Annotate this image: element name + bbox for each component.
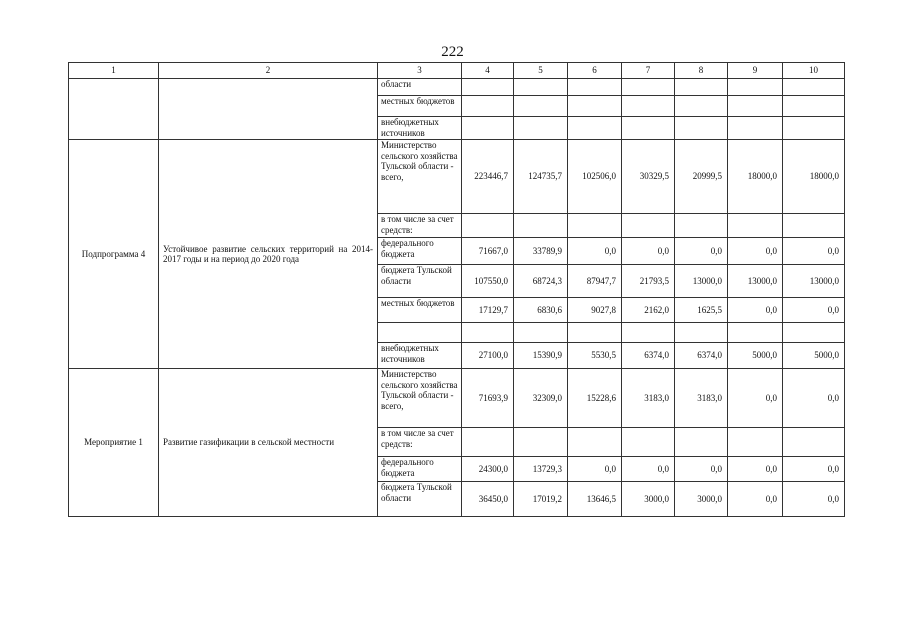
amount-cell: 3000,0	[675, 482, 728, 517]
amount-cell	[675, 214, 728, 238]
amount-cell: 2162,0	[622, 298, 675, 323]
amount-cell	[462, 79, 514, 96]
amount-cell: 33789,9	[514, 238, 568, 265]
amount-cell	[783, 79, 845, 96]
amount-cell: 27100,0	[462, 343, 514, 369]
amount-cell: 13000,0	[675, 265, 728, 298]
amount-cell: 17129,7	[462, 298, 514, 323]
amount-cell	[675, 79, 728, 96]
amount-cell: 21793,5	[622, 265, 675, 298]
header-cell: 2	[159, 63, 378, 79]
funding-source-cell: бюджета Тульской области	[378, 482, 462, 517]
amount-cell: 71693,9	[462, 369, 514, 428]
amount-cell	[622, 117, 675, 140]
amount-cell	[675, 428, 728, 457]
amount-cell	[568, 117, 622, 140]
table-row	[69, 79, 845, 96]
amount-cell: 3000,0	[622, 482, 675, 517]
amount-cell	[728, 214, 783, 238]
header-cell: 9	[728, 63, 783, 79]
amount-cell: 5000,0	[783, 343, 845, 369]
amount-cell	[728, 79, 783, 96]
amount-cell: 6830,6	[514, 298, 568, 323]
amount-cell	[622, 214, 675, 238]
amount-cell	[622, 96, 675, 117]
amount-cell	[568, 96, 622, 117]
funding-source-cell: федерального бюджета	[378, 238, 462, 265]
page-number: 222	[441, 44, 464, 60]
amount-cell: 15390,9	[514, 343, 568, 369]
amount-cell: 124735,7	[514, 140, 568, 214]
amount-cell: 223446,7	[462, 140, 514, 214]
amount-cell	[568, 323, 622, 343]
amount-cell: 13000,0	[783, 265, 845, 298]
amount-cell: 87947,7	[568, 265, 622, 298]
amount-cell: 17019,2	[514, 482, 568, 517]
amount-cell: 0,0	[675, 457, 728, 482]
amount-cell: 102506,0	[568, 140, 622, 214]
funding-source-cell: внебюджетных источников	[378, 343, 462, 369]
table-row	[69, 140, 845, 214]
funding-source-cell: Министерство сельского хозяйства Тульской области - всего,	[378, 369, 462, 428]
funding-source-cell: области	[378, 79, 462, 96]
amount-cell: 0,0	[622, 238, 675, 265]
header-row	[69, 63, 845, 79]
amount-cell	[728, 117, 783, 140]
amount-cell	[568, 79, 622, 96]
funding-source-cell: в том числе за счет средств:	[378, 214, 462, 238]
amount-cell: 36450,0	[462, 482, 514, 517]
amount-cell: 0,0	[728, 238, 783, 265]
amount-cell	[675, 117, 728, 140]
amount-cell	[462, 428, 514, 457]
amount-cell: 13000,0	[728, 265, 783, 298]
amount-cell: 9027,8	[568, 298, 622, 323]
program-description-cell: Развитие газификации в сельской местности	[159, 369, 378, 517]
amount-cell: 0,0	[783, 298, 845, 323]
amount-cell: 24300,0	[462, 457, 514, 482]
amount-cell	[675, 96, 728, 117]
program-description-cell: Устойчивое развитие сельских территорий на 2014-2017 годы и на период до 2020 года	[159, 140, 378, 369]
amount-cell: 18000,0	[728, 140, 783, 214]
amount-cell: 0,0	[622, 457, 675, 482]
amount-cell: 0,0	[568, 238, 622, 265]
amount-cell	[462, 96, 514, 117]
amount-cell: 0,0	[728, 298, 783, 323]
header-cell: 4	[462, 63, 514, 79]
amount-cell	[783, 96, 845, 117]
amount-cell: 0,0	[568, 457, 622, 482]
amount-cell: 30329,5	[622, 140, 675, 214]
funding-source-cell: федерального бюджета	[378, 457, 462, 482]
amount-cell: 5000,0	[728, 343, 783, 369]
program-name-cell	[69, 79, 159, 140]
amount-cell: 20999,5	[675, 140, 728, 214]
amount-cell	[783, 428, 845, 457]
funding-source-cell: в том числе за счет средств:	[378, 428, 462, 457]
amount-cell	[568, 214, 622, 238]
amount-cell	[514, 96, 568, 117]
amount-cell: 0,0	[783, 457, 845, 482]
amount-cell	[728, 323, 783, 343]
amount-cell: 6374,0	[675, 343, 728, 369]
amount-cell	[675, 323, 728, 343]
header-cell: 6	[568, 63, 622, 79]
amount-cell: 0,0	[783, 482, 845, 517]
header-cell: 5	[514, 63, 568, 79]
amount-cell	[622, 323, 675, 343]
amount-cell: 5530,5	[568, 343, 622, 369]
amount-cell	[514, 79, 568, 96]
amount-cell	[728, 96, 783, 117]
program-description-cell	[159, 79, 378, 140]
amount-cell: 6374,0	[622, 343, 675, 369]
amount-cell: 1625,5	[675, 298, 728, 323]
funding-source-cell: местных бюджетов	[378, 96, 462, 117]
amount-cell	[514, 323, 568, 343]
amount-cell	[514, 117, 568, 140]
amount-cell: 15228,6	[568, 369, 622, 428]
amount-cell: 13646,5	[568, 482, 622, 517]
amount-cell	[622, 79, 675, 96]
program-name-cell: Подпрограмма 4	[69, 140, 159, 369]
amount-cell: 0,0	[783, 369, 845, 428]
amount-cell: 13729,3	[514, 457, 568, 482]
amount-cell: 0,0	[675, 238, 728, 265]
program-name-cell: Мероприятие 1	[69, 369, 159, 517]
amount-cell	[728, 428, 783, 457]
amount-cell	[783, 214, 845, 238]
amount-cell: 32309,0	[514, 369, 568, 428]
amount-cell	[462, 323, 514, 343]
amount-cell: 3183,0	[622, 369, 675, 428]
header-cell: 10	[783, 63, 845, 79]
amount-cell: 107550,0	[462, 265, 514, 298]
amount-cell: 3183,0	[675, 369, 728, 428]
funding-source-cell: Министерство сельского хозяйства Тульской области - всего,	[378, 140, 462, 214]
amount-cell	[568, 428, 622, 457]
header-cell: 1	[69, 63, 159, 79]
funding-source-cell	[378, 323, 462, 343]
header-cell: 7	[622, 63, 675, 79]
amount-cell: 71667,0	[462, 238, 514, 265]
amount-cell	[462, 214, 514, 238]
amount-cell: 0,0	[728, 369, 783, 428]
amount-cell	[783, 117, 845, 140]
amount-cell: 0,0	[728, 457, 783, 482]
funding-source-cell: бюджета Тульской области	[378, 265, 462, 298]
amount-cell: 18000,0	[783, 140, 845, 214]
amount-cell	[462, 117, 514, 140]
amount-cell: 0,0	[783, 238, 845, 265]
header-cell: 8	[675, 63, 728, 79]
table-row	[69, 369, 845, 428]
amount-cell: 0,0	[728, 482, 783, 517]
header-cell: 3	[378, 63, 462, 79]
amount-cell	[514, 428, 568, 457]
amount-cell	[622, 428, 675, 457]
amount-cell: 68724,3	[514, 265, 568, 298]
amount-cell	[783, 323, 845, 343]
budget-table	[68, 62, 845, 517]
funding-source-cell: местных бюджетов	[378, 298, 462, 323]
funding-source-cell: внебюджетных источников	[378, 117, 462, 140]
amount-cell	[514, 214, 568, 238]
